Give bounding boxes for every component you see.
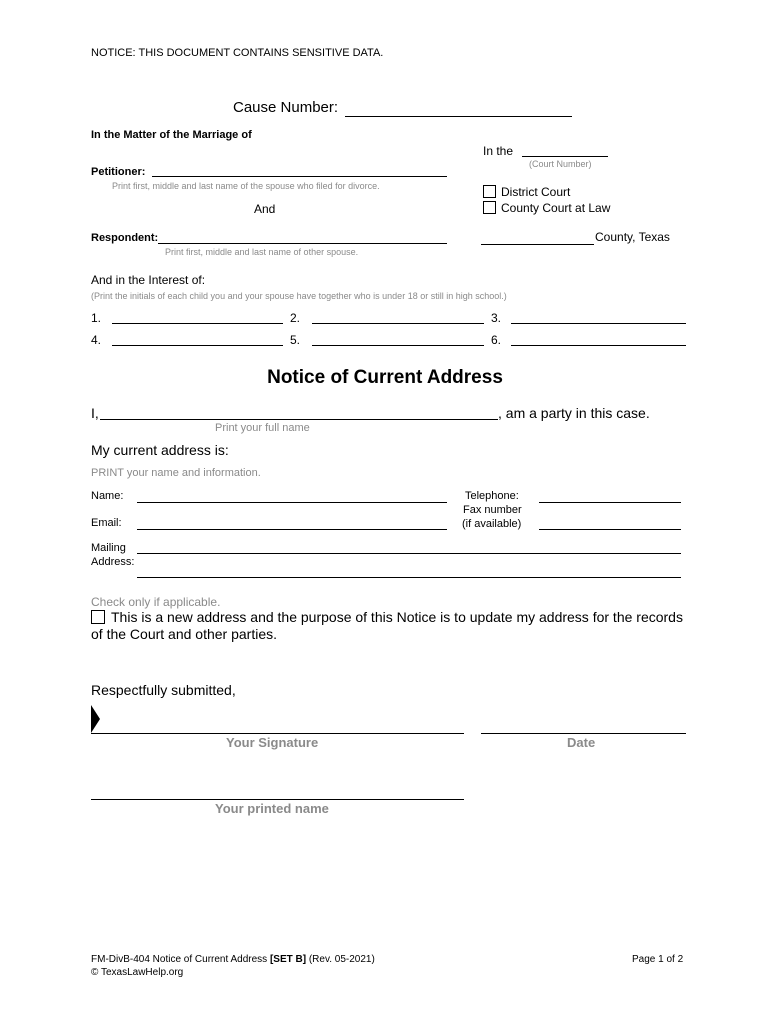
email-field[interactable] [137, 529, 447, 530]
respondent-label: Respondent: [91, 232, 159, 244]
and-label: And [254, 202, 276, 216]
date-hint: Date [567, 735, 596, 750]
county-court-label: County Court at Law [501, 201, 611, 215]
mailing-address-field-1[interactable] [137, 553, 681, 554]
child-initials-field-1[interactable] [112, 323, 283, 324]
set-label: [SET B] [269, 954, 307, 965]
fax-label-line2: (if available) [462, 518, 522, 530]
court-number-field[interactable] [522, 156, 608, 157]
child-number-2: 2. [290, 311, 301, 325]
child-initials-field-3[interactable] [511, 323, 686, 324]
form-id-text: FM-DivB-404 Notice of Current Address [91, 954, 268, 965]
name-field[interactable] [137, 502, 447, 503]
district-court-checkbox[interactable] [483, 185, 496, 198]
interest-label: And in the Interest of: [91, 273, 206, 287]
district-court-label: District Court [501, 185, 571, 199]
mailing-address-field-2[interactable] [137, 577, 681, 578]
signature-field[interactable] [91, 733, 464, 734]
child-number-6: 6. [491, 333, 502, 347]
child-number-5: 5. [290, 333, 301, 347]
county-court-checkbox[interactable] [483, 201, 496, 214]
in-the-label: In the [483, 144, 514, 158]
printed-name-field[interactable] [91, 799, 464, 800]
printed-name-hint: Your printed name [215, 801, 329, 816]
page-number: Page 1 of 2 [632, 954, 684, 965]
check-hint: Check only if applicable. [91, 595, 221, 609]
signature-hint: Your Signature [226, 735, 319, 750]
mailing-label-line2: Address: [91, 556, 135, 568]
petitioner-label: Petitioner: [91, 166, 146, 178]
new-address-text-line1: This is a new address and the purpose of this Notice is to update my address for the records [111, 609, 683, 625]
county-name-field[interactable] [481, 244, 594, 245]
child-initials-field-6[interactable] [511, 345, 686, 346]
fax-field[interactable] [539, 529, 681, 530]
respondent-hint: Print first, middle and last name of other spouse. [165, 247, 359, 257]
telephone-field[interactable] [539, 502, 681, 503]
children-hint: (Print the initials of each child you and your spouse have together who is under 18 or still in high school.) [91, 291, 507, 301]
sensitive-data-notice: NOTICE: THIS DOCUMENT CONTAINS SENSITIVE DATA. [91, 47, 384, 59]
party-suffix: , am a party in this case. [498, 405, 650, 421]
respectfully-submitted: Respectfully submitted, [91, 682, 236, 698]
footer-copyright: © TexasLawHelp.org [91, 967, 184, 978]
date-field[interactable] [481, 733, 686, 734]
new-address-checkbox[interactable] [91, 610, 105, 624]
revision-text: (Rev. 05-2021) [308, 954, 375, 965]
child-initials-field-2[interactable] [312, 323, 484, 324]
child-number-4: 4. [91, 333, 102, 347]
full-name-field[interactable] [100, 419, 498, 420]
i-label: I, [91, 405, 99, 421]
petitioner-name-field[interactable] [152, 176, 447, 177]
email-label: Email: [91, 517, 122, 529]
court-number-hint: (Court Number) [529, 159, 592, 169]
county-texas-label: County, Texas [595, 230, 670, 244]
telephone-label: Telephone: [465, 490, 519, 502]
mailing-label-line1: Mailing [91, 542, 126, 554]
child-initials-field-4[interactable] [112, 345, 283, 346]
signature-arrow-icon [91, 705, 101, 733]
petitioner-hint: Print first, middle and last name of the spouse who filed for divorce. [112, 181, 380, 191]
print-info-hint: PRINT your name and information. [91, 467, 261, 479]
child-number-3: 3. [491, 311, 502, 325]
cause-number-label: Cause Number: [233, 99, 339, 116]
cause-number-field[interactable] [345, 116, 572, 117]
name-label: Name: [91, 490, 124, 502]
new-address-text-line2: of the Court and other parties. [91, 626, 277, 642]
address-heading: My current address is: [91, 442, 229, 458]
full-name-hint: Print your full name [215, 422, 310, 434]
document-title: Notice of Current Address [267, 367, 503, 388]
fax-label-line1: Fax number [463, 504, 522, 516]
child-initials-field-5[interactable] [312, 345, 484, 346]
footer-form-id [91, 954, 375, 965]
respondent-name-field[interactable] [158, 243, 447, 244]
matter-label: In the Matter of the Marriage of [91, 129, 252, 141]
child-number-1: 1. [91, 311, 102, 325]
